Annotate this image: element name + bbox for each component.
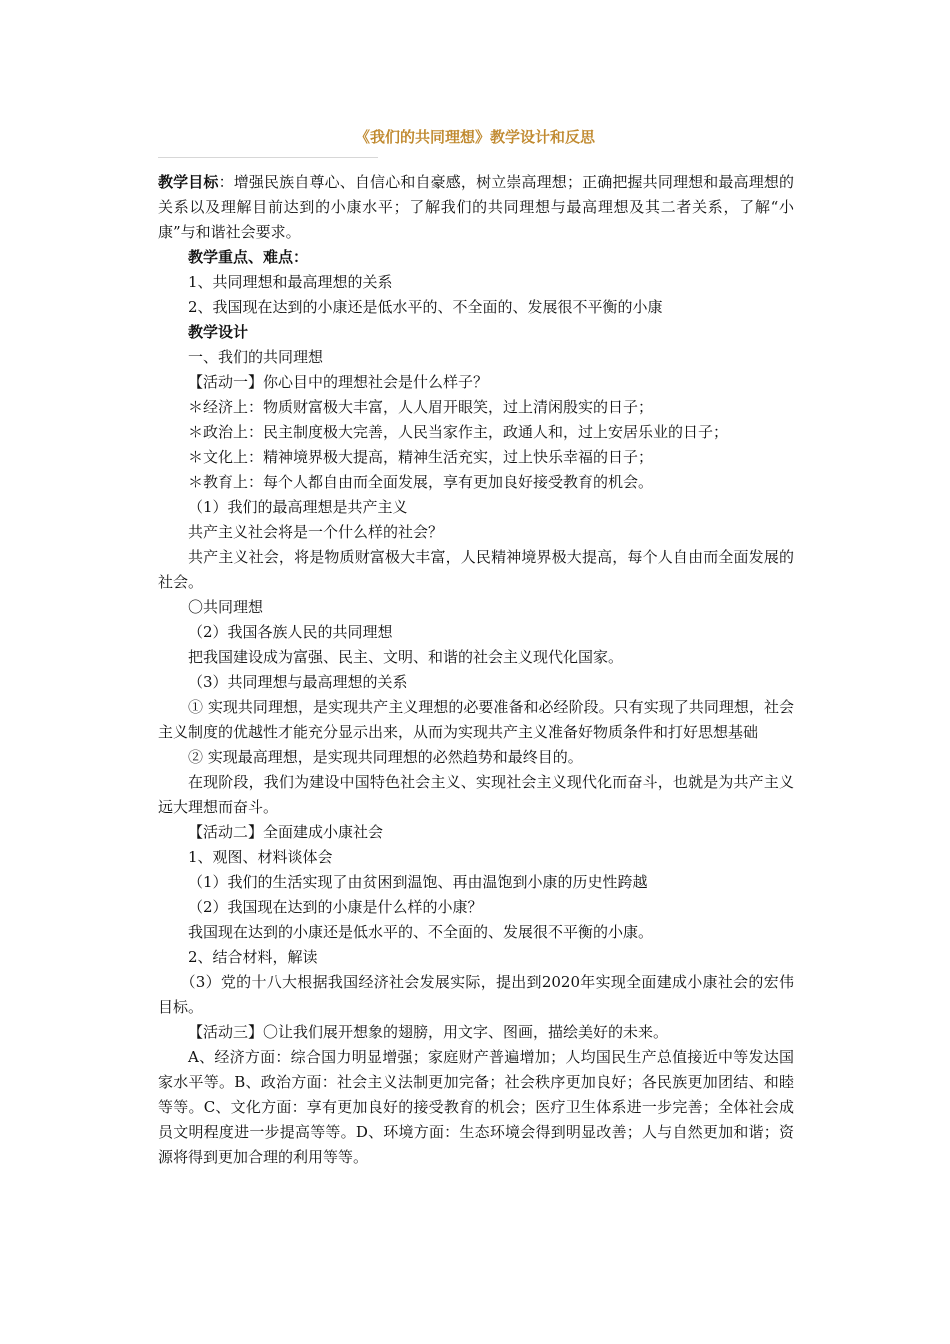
xiaokang-answer: 我国现在达到的小康还是低水平的、不全面的、发展很不平衡的小康。 — [188, 923, 654, 941]
highest-ideal-heading: （1）我们的最高理想是共产主义 — [188, 498, 408, 516]
activity-two-item-3: （3）党的十八大根据我国经济社会发展实际，提出到2020年实现全面建成小康社会的宏伟目标。 — [158, 973, 794, 1016]
activity-two-step-2: 2、结合材料，解读 — [188, 948, 318, 966]
communism-answer: 共产主义社会，将是物质财富极大丰富，人民精神境界极大提高，每个人自由而全面发展的社会。 — [158, 548, 794, 591]
common-ideal-text: 把我国建设成为富强、民主、文明、和谐的社会主义现代化国家。 — [188, 648, 624, 666]
activity-three: 【活动三】〇让我们展开想象的翅膀，用文字、图画，描绘美好的未来。 — [188, 1023, 669, 1041]
key-point-1: 1、共同理想和最高理想的关系 — [188, 273, 393, 291]
document-title: 《我们的共同理想》教学设计和反思 — [354, 128, 595, 146]
activity-two-item-1: （1）我们的生活实现了由贫困到温饱、再由温饱到小康的历史性跨越 — [188, 873, 648, 891]
activity-one: 【活动一】你心目中的理想社会是什么样子？ — [188, 373, 489, 391]
teaching-goal-paragraph — [158, 170, 794, 245]
communism-question: 共产主义社会将是一个什么样的社会？ — [188, 523, 444, 541]
future-description: A、经济方面：综合国力明显增强；家庭财产普遍增加；人均国民生产总值接近中等发达国家水平等。B、政治方面：社会主义法制更加完备；社会秩序更加良好；各民族更加团结、和睦等等。C、文化方面：享有更加良好的接受教育的机会；医疗卫生体系进一步完善；全体社会成员文明程度进一步提高等等。D、环境方面：生态环境会得到明显改善；人与自然更加和谐；资源将得到更加合理的利用等等。 — [158, 1048, 794, 1166]
relation-heading: （3）共同理想与最高理想的关系 — [188, 673, 408, 691]
current-stage-text: 在现阶段，我们为建设中国特色社会主义、实现社会主义现代化而奋斗，也就是为共产主义远大理想而奋斗。 — [158, 773, 794, 816]
section-heading: 一、我们的共同理想 — [188, 348, 324, 366]
goal-label: 教学目标 — [158, 173, 219, 191]
key-points-heading: 教学重点、难点： — [188, 248, 309, 266]
bullet-education: ＊教育上：每个人都自由而全面发展，享有更加良好接受教育的机会。 — [188, 473, 654, 491]
activity-two: 【活动二】全面建成小康社会 — [188, 823, 384, 841]
design-heading: 教学设计 — [188, 323, 249, 341]
document-body — [158, 170, 794, 1170]
key-point-2: 2、我国现在达到的小康还是低水平的、不全面的、发展很不平衡的小康 — [188, 298, 663, 316]
activity-two-item-2: （2）我国现在达到的小康是什么样的小康？ — [188, 898, 483, 916]
bullet-politics: ＊政治上：民主制度极大完善，人民当家作主，政通人和，过上安居乐业的日子； — [188, 423, 729, 441]
activity-two-step-1: 1、观图、材料谈体会 — [188, 848, 333, 866]
title-divider — [158, 157, 378, 158]
bullet-culture: ＊文化上：精神境界极大提高，精神生活充实，过上快乐幸福的日子； — [188, 448, 654, 466]
goal-text: ：增强民族自尊心、自信心和自豪感，树立崇高理想；正确把握共同理想和最高理想的关系以及理解目前达到的小康水平；了解我们的共同理想与最高理想及其二者关系，了解“小康”与和谐社会要求。 — [158, 173, 794, 241]
relation-point-1: ① 实现共同理想，是实现共产主义理想的必要准备和必经阶段。只有实现了共同理想，社会主义制度的优越性才能充分显示出来，从而为实现共产主义准备好物质条件和打好思想基础 — [158, 698, 794, 741]
bullet-economy: ＊经济上：物质财富极大丰富，人人眉开眼笑，过上清闲殷实的日子； — [188, 398, 654, 416]
common-ideal-marker: 〇共同理想 — [188, 598, 264, 616]
common-ideal-heading: （2）我国各族人民的共同理想 — [188, 623, 393, 641]
relation-point-2: ② 实现最高理想，是实现共同理想的必然趋势和最终目的。 — [188, 748, 583, 766]
